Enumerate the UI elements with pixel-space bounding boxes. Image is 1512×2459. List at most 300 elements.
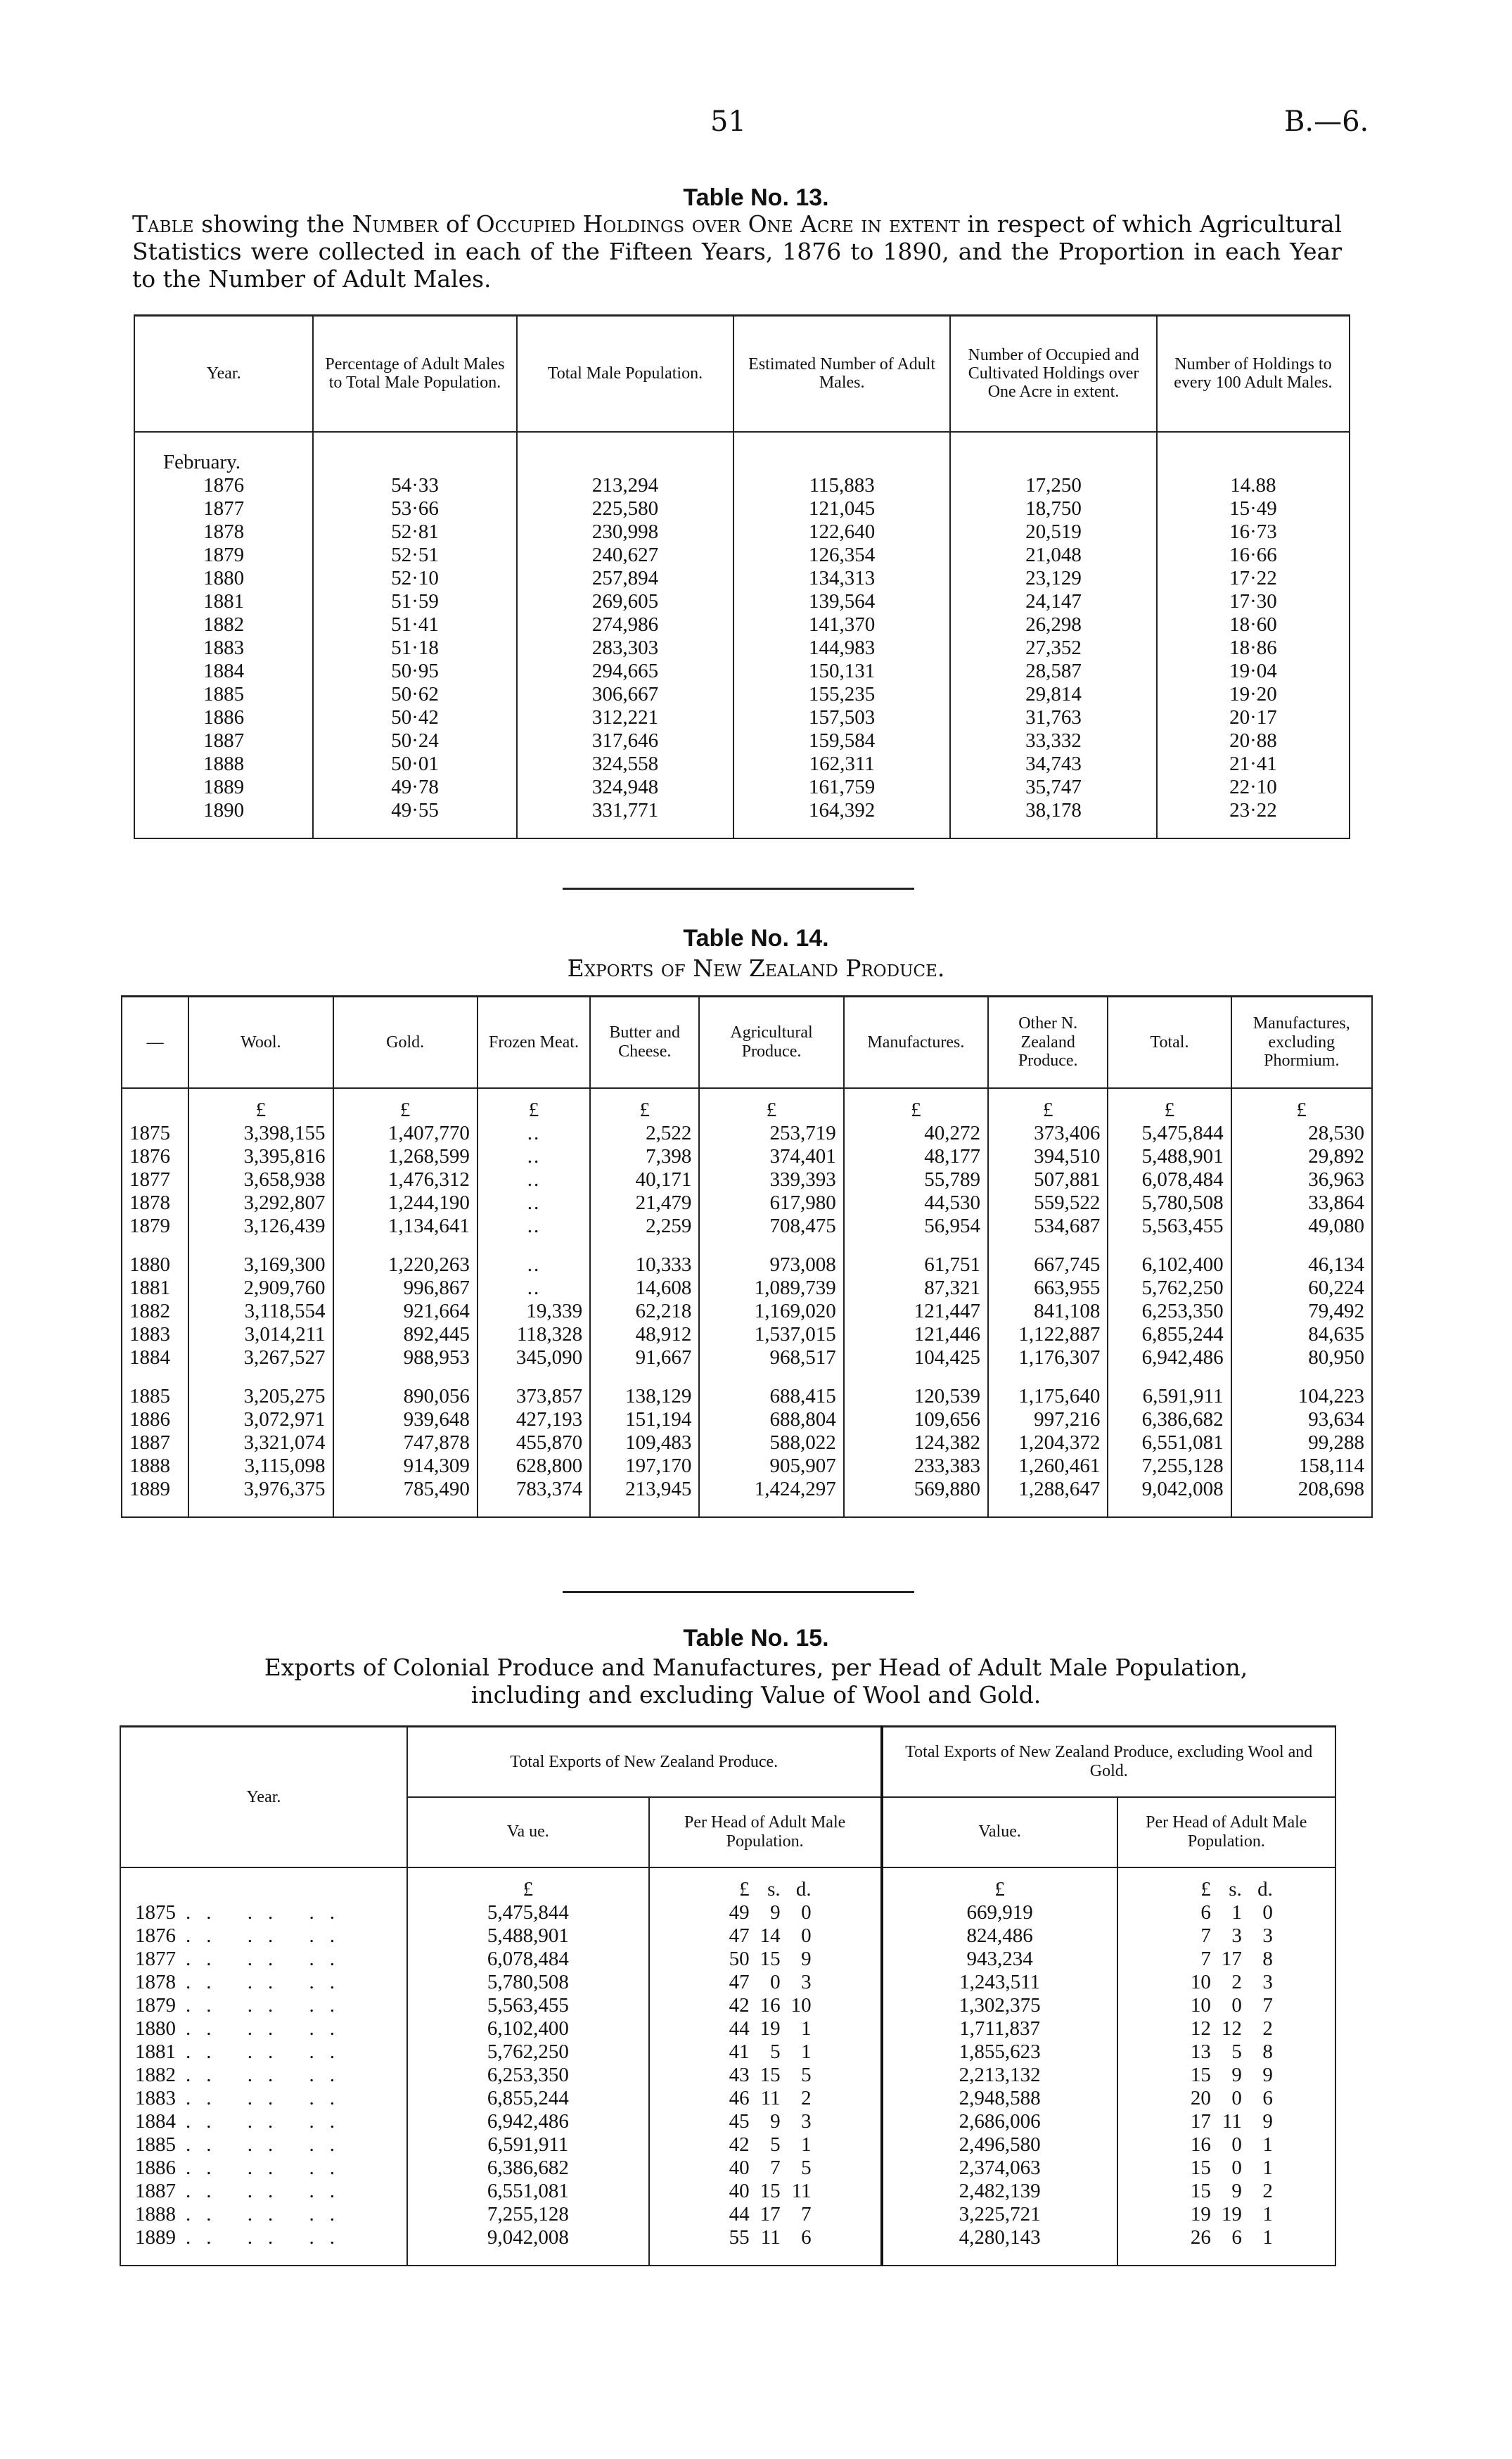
cell-agricultural: 1,424,297	[699, 1478, 843, 1501]
cell-gold: 1,407,770	[333, 1122, 478, 1145]
cell-year	[120, 2087, 407, 2110]
year-value: 1880	[135, 2017, 176, 2040]
empty-cell	[188, 1369, 333, 1385]
cell-frozen-meat: 19,339	[478, 1300, 590, 1323]
lsd-part: 2	[1262, 2017, 1273, 2040]
cell-butter-cheese: 62,218	[590, 1300, 699, 1323]
header-percentage: Percentage of Adult Males to Total Male Population.	[313, 316, 517, 432]
cell-adult-males: 139,564	[733, 590, 950, 613]
unit-cell: £	[988, 1088, 1108, 1122]
table-row	[120, 2157, 1335, 2180]
cell-manufactures-excl-phormium: 208,698	[1231, 1478, 1372, 1501]
cell-year: 1876	[122, 1145, 188, 1168]
leader-dots: .. .. ..	[186, 1901, 350, 1924]
cell-gold: 1,134,641	[333, 1215, 478, 1238]
cell-year: 1888	[122, 1455, 188, 1478]
year-value: 1886	[135, 2156, 176, 2179]
cell-adult-males: 150,131	[733, 660, 950, 683]
cell-value-1: 5,488,901	[407, 1924, 649, 1948]
caption-part: showing the	[193, 210, 352, 238]
lsd-part: 11	[760, 2086, 781, 2109]
lsd-part: 5	[801, 2063, 812, 2086]
table-row	[120, 2017, 1335, 2040]
cell-value-1: 6,253,350	[407, 2064, 649, 2087]
table-row	[122, 1168, 1372, 1192]
cell-total: 9,042,008	[1108, 1478, 1231, 1501]
table-row	[120, 1971, 1335, 1994]
empty-cell	[590, 1238, 699, 1253]
lsd-part: 3	[1231, 1924, 1242, 1947]
unit-value-2: £	[882, 1867, 1117, 1901]
cell-total: 6,386,682	[1108, 1408, 1231, 1431]
cell-manufactures: 104,425	[844, 1346, 988, 1369]
cell-value-2: 2,213,132	[882, 2064, 1117, 2087]
unit-cell: £	[188, 1088, 333, 1122]
table15-header-row-1	[120, 1727, 1335, 1797]
lsd-part: 11	[791, 2179, 812, 2202]
cell-butter-cheese: 2,259	[590, 1215, 699, 1238]
lsd-part: 17	[760, 2202, 781, 2225]
lsd-part: 12	[1190, 2017, 1211, 2040]
lsd-part: 0	[1231, 2086, 1242, 2109]
cell-manufactures-excl-phormium: 28,530	[1231, 1122, 1372, 1145]
unit-lsd-1	[649, 1867, 882, 1901]
header-total-male: Total Male Population.	[517, 316, 733, 432]
table-row	[120, 2180, 1335, 2203]
cell-per-head-2	[1117, 2017, 1335, 2040]
cell-total-male-population: 324,558	[517, 753, 733, 776]
cell-value-2: 4,280,143	[882, 2226, 1117, 2249]
year-value: 1877	[135, 1947, 176, 1970]
table-row	[122, 1300, 1372, 1323]
cell-other-produce: 667,745	[988, 1253, 1108, 1277]
cell-per-head-2	[1117, 1971, 1335, 1994]
cell-year: 1883	[134, 637, 313, 660]
cell-year: 1886	[122, 1408, 188, 1431]
lsd-part: 40	[729, 2156, 750, 2179]
lsd-part: 1	[1262, 2156, 1273, 2179]
lsd-part: 15	[1190, 2063, 1211, 2086]
caption-part: of	[438, 210, 476, 238]
cell-manufactures-excl-phormium: 60,224	[1231, 1277, 1372, 1300]
cell-other-produce: 559,522	[988, 1192, 1108, 1215]
lsd-part: 1	[1262, 2133, 1273, 2156]
lsd-part: 20	[1190, 2086, 1211, 2109]
unit-cell: £	[1231, 1088, 1372, 1122]
cell-gold: 1,268,599	[333, 1145, 478, 1168]
cell-gold: 1,244,190	[333, 1192, 478, 1215]
cell-butter-cheese: 2,522	[590, 1122, 699, 1145]
lsd-part: 2	[801, 2086, 812, 2109]
table13-header-row	[134, 316, 1350, 432]
cell-per-head-2	[1117, 2133, 1335, 2157]
empty-cell	[188, 1238, 333, 1253]
cell-gold: 1,220,263	[333, 1253, 478, 1277]
lsd-part: 26	[1190, 2225, 1211, 2249]
lsd-part: 17	[1190, 2109, 1211, 2133]
cell-holdings-per-100: 23·22	[1157, 799, 1350, 822]
caption-part: Number	[352, 210, 439, 238]
cell-butter-cheese: 21,479	[590, 1192, 699, 1215]
cell-year: 1877	[134, 497, 313, 520]
empty-cell	[733, 432, 950, 474]
cell-agricultural: 617,980	[699, 1192, 843, 1215]
lsd-part: 7	[1200, 1947, 1211, 1970]
cell-value-1: 5,563,455	[407, 1994, 649, 2017]
cell-manufactures: 56,954	[844, 1215, 988, 1238]
cell-frozen-meat: ..	[478, 1122, 590, 1145]
cell-per-head-2	[1117, 2180, 1335, 2203]
cell-value-2: 943,234	[882, 1948, 1117, 1971]
table-row	[134, 590, 1350, 613]
cell-gold: 939,648	[333, 1408, 478, 1431]
cell-total: 6,855,244	[1108, 1323, 1231, 1346]
lsd-part: 11	[1222, 2109, 1242, 2133]
empty-cell	[882, 2249, 1117, 2266]
cell-other-produce: 1,122,887	[988, 1323, 1108, 1346]
header-value-2: Value.	[882, 1797, 1117, 1867]
lsd-part: 7	[1262, 1993, 1273, 2017]
lsd-part: 17	[1221, 1947, 1242, 1970]
spacer-row	[134, 822, 1350, 838]
empty-cell	[950, 822, 1157, 838]
table-row	[134, 544, 1350, 567]
leader-dots: .. .. ..	[186, 2156, 350, 2179]
cell-other-produce: 841,108	[988, 1300, 1108, 1323]
lsd-part: 55	[729, 2225, 750, 2249]
lsd-part: 0	[1231, 2133, 1242, 2156]
table-row	[120, 2133, 1335, 2157]
header-year: Year.	[120, 1727, 407, 1867]
cell-total-male-population: 257,894	[517, 567, 733, 590]
cell-year	[120, 1971, 407, 1994]
empty-cell	[1108, 1238, 1231, 1253]
lsd-part: 0	[1231, 2156, 1242, 2179]
table-row	[122, 1408, 1372, 1431]
header-manufactures-excl-phormium: Manufactures, excluding Phormium.	[1231, 997, 1372, 1088]
lsd-part: 44	[729, 2202, 750, 2225]
cell-year: 1876	[134, 474, 313, 497]
cell-year: 1877	[122, 1168, 188, 1192]
cell-gold: 988,953	[333, 1346, 478, 1369]
cell-total-male-population: 312,221	[517, 706, 733, 729]
cell-total: 5,488,901	[1108, 1145, 1231, 1168]
empty-cell	[844, 1369, 988, 1385]
table-row	[122, 1478, 1372, 1501]
cell-value-2: 824,486	[882, 1924, 1117, 1948]
year-value: 1884	[135, 2109, 176, 2133]
lsd-part: 7	[770, 2156, 781, 2179]
table-row	[122, 1122, 1372, 1145]
cell-butter-cheese: 197,170	[590, 1455, 699, 1478]
cell-frozen-meat: 345,090	[478, 1346, 590, 1369]
cell-agricultural: 973,008	[699, 1253, 843, 1277]
cell-frozen-meat: 783,374	[478, 1478, 590, 1501]
cell-year	[120, 1924, 407, 1948]
header-exports-excluding: Total Exports of New Zealand Produce, excluding Wool and Gold.	[882, 1727, 1336, 1797]
cell-year: 1883	[122, 1323, 188, 1346]
cell-butter-cheese: 40,171	[590, 1168, 699, 1192]
cell-year: 1878	[122, 1192, 188, 1215]
table-row	[120, 1994, 1335, 2017]
lsd-part: 14	[760, 1924, 781, 1947]
year-value: 1885	[135, 2133, 176, 2156]
lsd-part: 13	[1190, 2040, 1211, 2063]
cell-year: 1885	[134, 683, 313, 706]
cell-frozen-meat: ..	[478, 1168, 590, 1192]
cell-manufactures-excl-phormium: 104,223	[1231, 1385, 1372, 1408]
cell-holdings: 35,747	[950, 776, 1157, 799]
unit-cell: £	[1108, 1088, 1231, 1122]
leader-dots: .. .. ..	[186, 1970, 350, 1993]
lsd-part: 47	[729, 1970, 750, 1993]
empty-cell	[590, 1369, 699, 1385]
cell-percentage: 50·01	[313, 753, 517, 776]
cell-butter-cheese: 109,483	[590, 1431, 699, 1455]
lsd-part: 1	[801, 2040, 812, 2063]
header-value-1: Va ue.	[407, 1797, 649, 1867]
cell-year	[120, 1948, 407, 1971]
cell-percentage: 52·10	[313, 567, 517, 590]
header-year: —	[122, 997, 188, 1088]
cell-per-head-2	[1117, 2040, 1335, 2064]
cell-per-head-1	[649, 1924, 882, 1948]
caption-part: Table	[132, 210, 194, 238]
lsd-unit: d.	[795, 1877, 812, 1901]
cell-value-2: 1,855,623	[882, 2040, 1117, 2064]
cell-holdings-per-100: 17·22	[1157, 567, 1350, 590]
cell-adult-males: 162,311	[733, 753, 950, 776]
cell-other-produce: 1,260,461	[988, 1455, 1108, 1478]
cell-holdings: 28,587	[950, 660, 1157, 683]
cell-per-head-2	[1117, 2087, 1335, 2110]
cell-year	[120, 2157, 407, 2180]
cell-per-head-1	[649, 1994, 882, 2017]
year-value: 1883	[135, 2086, 176, 2109]
empty-cell	[122, 1501, 188, 1517]
cell-agricultural: 374,401	[699, 1145, 843, 1168]
empty-cell	[844, 1238, 988, 1253]
cell-value-2: 1,243,511	[882, 1971, 1117, 1994]
cell-wool: 3,292,807	[188, 1192, 333, 1215]
empty-cell	[122, 1369, 188, 1385]
empty-cell	[120, 2249, 407, 2266]
table-row	[134, 613, 1350, 637]
cell-year: 1889	[122, 1478, 188, 1501]
cell-year: 1882	[134, 613, 313, 637]
lsd-part: 8	[1262, 1947, 1273, 1970]
cell-year: 1875	[122, 1122, 188, 1145]
lsd-part: 9	[770, 2109, 781, 2133]
lsd-part: 15	[760, 1947, 781, 1970]
cell-manufactures-excl-phormium: 49,080	[1231, 1215, 1372, 1238]
empty-cell	[844, 1501, 988, 1517]
lsd-part: 19	[760, 2017, 781, 2040]
cell-percentage: 49·78	[313, 776, 517, 799]
cell-year: 1884	[122, 1346, 188, 1369]
empty-cell	[988, 1369, 1108, 1385]
cell-adult-males: 159,584	[733, 729, 950, 753]
table-row	[122, 1253, 1372, 1277]
cell-agricultural: 708,475	[699, 1215, 843, 1238]
cell-value-1: 5,762,250	[407, 2040, 649, 2064]
cell-manufactures: 124,382	[844, 1431, 988, 1455]
lsd-unit: s.	[1229, 1877, 1242, 1901]
lsd-part: 3	[801, 1970, 812, 1993]
cell-total: 6,591,911	[1108, 1385, 1231, 1408]
cell-value-2: 1,711,837	[882, 2017, 1117, 2040]
cell-total: 6,942,486	[1108, 1346, 1231, 1369]
cell-adult-males: 115,883	[733, 474, 950, 497]
leader-dots: .. .. ..	[186, 2040, 350, 2063]
cell-per-head-1	[649, 1971, 882, 1994]
cell-adult-males: 122,640	[733, 520, 950, 544]
cell-agricultural: 1,537,015	[699, 1323, 843, 1346]
table-row	[122, 1385, 1372, 1408]
cell-manufactures: 55,789	[844, 1168, 988, 1192]
cell-value-1: 6,942,486	[407, 2110, 649, 2133]
cell-year	[120, 2180, 407, 2203]
empty-cell	[120, 1867, 407, 1901]
cell-adult-males: 141,370	[733, 613, 950, 637]
lsd-part: 15	[760, 2063, 781, 2086]
cell-total: 5,563,455	[1108, 1215, 1231, 1238]
year-value: 1887	[135, 2179, 176, 2202]
cell-manufactures-excl-phormium: 158,114	[1231, 1455, 1372, 1478]
cell-percentage: 51·41	[313, 613, 517, 637]
year-value: 1878	[135, 1970, 176, 1993]
lsd-part: 12	[1221, 2017, 1242, 2040]
cell-adult-males: 144,983	[733, 637, 950, 660]
header-year: Year.	[134, 316, 313, 432]
cell-total-male-population: 324,948	[517, 776, 733, 799]
cell-year: 1879	[134, 544, 313, 567]
table-row	[134, 637, 1350, 660]
cell-value-2: 669,919	[882, 1901, 1117, 1924]
cell-holdings-per-100: 20·17	[1157, 706, 1350, 729]
empty-cell	[478, 1238, 590, 1253]
cell-percentage: 52·51	[313, 544, 517, 567]
table14-caption: Exports of New Zealand Produce.	[567, 954, 945, 982]
empty-cell	[1157, 432, 1350, 474]
lsd-part: 9	[770, 1901, 781, 1924]
empty-cell	[1157, 822, 1350, 838]
cell-per-head-2	[1117, 2064, 1335, 2087]
unit-cell: £	[699, 1088, 843, 1122]
year-value: 1889	[135, 2225, 176, 2249]
cell-holdings-per-100: 17·30	[1157, 590, 1350, 613]
cell-manufactures: 121,447	[844, 1300, 988, 1323]
cell-value-1: 6,078,484	[407, 1948, 649, 1971]
lsd-part: 46	[729, 2086, 750, 2109]
cell-other-produce: 507,881	[988, 1168, 1108, 1192]
table-row	[134, 567, 1350, 590]
cell-per-head-1	[649, 2203, 882, 2226]
empty-cell	[590, 1501, 699, 1517]
cell-other-produce: 394,510	[988, 1145, 1108, 1168]
cell-value-2: 3,225,721	[882, 2203, 1117, 2226]
cell-total: 6,078,484	[1108, 1168, 1231, 1192]
unit-row	[122, 1088, 1372, 1122]
lsd-part: 5	[770, 2133, 781, 2156]
cell-value-1: 6,386,682	[407, 2157, 649, 2180]
table-row	[122, 1215, 1372, 1238]
lsd-unit: £	[739, 1877, 750, 1901]
header-total: Total.	[1108, 997, 1231, 1088]
header-total-exports: Total Exports of New Zealand Produce.	[407, 1727, 882, 1797]
cell-year: 1879	[122, 1215, 188, 1238]
table-row	[134, 683, 1350, 706]
empty-cell	[699, 1238, 843, 1253]
empty-cell	[1108, 1501, 1231, 1517]
cell-adult-males: 126,354	[733, 544, 950, 567]
cell-wool: 3,169,300	[188, 1253, 333, 1277]
lsd-part: 44	[729, 2017, 750, 2040]
unit-row	[120, 1867, 1335, 1901]
cell-wool: 3,321,074	[188, 1431, 333, 1455]
empty-cell	[333, 1501, 478, 1517]
cell-percentage: 50·95	[313, 660, 517, 683]
cell-total-male-population: 213,294	[517, 474, 733, 497]
cell-wool: 3,118,554	[188, 1300, 333, 1323]
cell-value-1: 6,855,244	[407, 2087, 649, 2110]
cell-percentage: 50·42	[313, 706, 517, 729]
lsd-part: 45	[729, 2109, 750, 2133]
cell-year: 1884	[134, 660, 313, 683]
cell-holdings: 29,814	[950, 683, 1157, 706]
empty-cell	[333, 1369, 478, 1385]
table13-caption	[132, 211, 1342, 293]
cell-total: 5,780,508	[1108, 1192, 1231, 1215]
cell-value-2: 1,302,375	[882, 1994, 1117, 2017]
cell-wool: 3,072,971	[188, 1408, 333, 1431]
cell-value-1: 5,780,508	[407, 1971, 649, 1994]
document-reference: B.—6.	[1284, 106, 1369, 138]
table-row	[120, 1948, 1335, 1971]
cell-year: 1887	[122, 1431, 188, 1455]
lsd-part: 42	[729, 1993, 750, 2017]
cell-wool: 3,115,098	[188, 1455, 333, 1478]
cell-wool: 3,014,211	[188, 1323, 333, 1346]
header-manufactures: Manufactures.	[844, 997, 988, 1088]
table-row	[134, 799, 1350, 822]
cell-holdings: 24,147	[950, 590, 1157, 613]
cell-percentage: 49·55	[313, 799, 517, 822]
cell-other-produce: 373,406	[988, 1122, 1108, 1145]
lsd-part: 0	[1231, 1993, 1242, 2017]
cell-holdings-per-100: 20·88	[1157, 729, 1350, 753]
cell-per-head-1	[649, 1901, 882, 1924]
lsd-part: 3	[1262, 1970, 1273, 1993]
table14	[121, 995, 1373, 1518]
lsd-part: 5	[770, 2040, 781, 2063]
lsd-part: 0	[801, 1901, 812, 1924]
unit-cell: £	[333, 1088, 478, 1122]
cell-percentage: 52·81	[313, 520, 517, 544]
lsd-part: 9	[1231, 2179, 1242, 2202]
month-row	[134, 432, 1350, 474]
caption-part: Occupied Holdings over One Acre in extent	[475, 210, 960, 238]
cell-manufactures: 40,272	[844, 1122, 988, 1145]
year-value: 1876	[135, 1924, 176, 1947]
lsd-part: 10	[790, 1993, 812, 2017]
cell-year: 1880	[134, 567, 313, 590]
cell-total-male-population: 230,998	[517, 520, 733, 544]
cell-per-head-2	[1117, 2157, 1335, 2180]
lsd-part: 15	[760, 2179, 781, 2202]
lsd-unit: s.	[767, 1877, 781, 1901]
table-row	[134, 706, 1350, 729]
